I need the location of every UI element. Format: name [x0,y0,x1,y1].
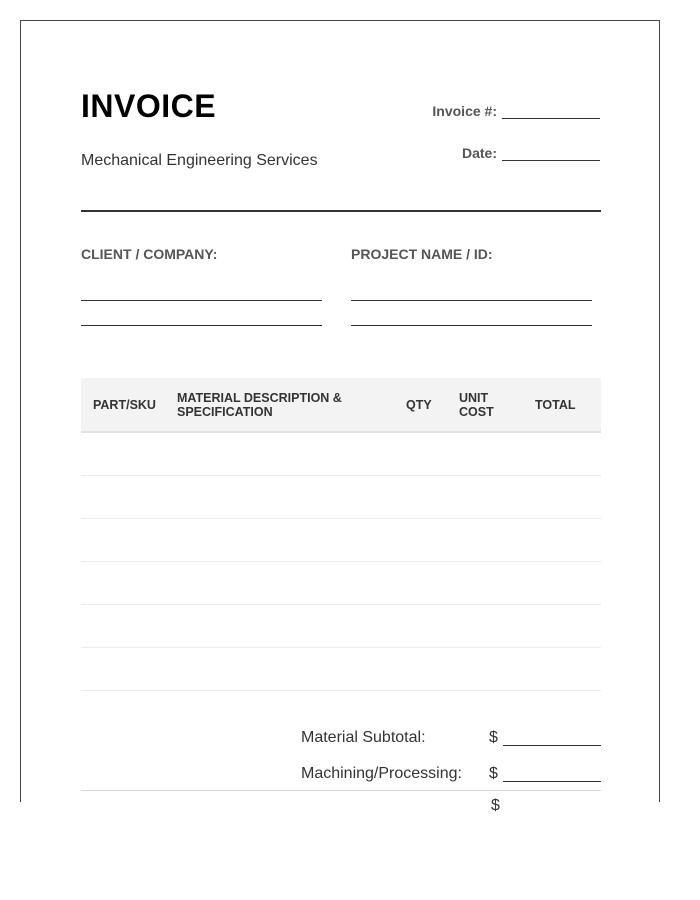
table-row [81,433,601,476]
column-header-total: TOTAL [535,397,576,412]
invoice-number-label: Invoice #: [432,103,497,119]
date-label: Date: [461,145,497,161]
column-header-qty: QTY [406,397,432,412]
table-header [81,378,601,433]
date-blank [502,146,600,161]
line-items-table [81,378,601,691]
column-header-unit-cost: UNIT COST [459,390,494,419]
material-subtotal-currency: $ [489,729,498,746]
totals-divider [81,790,601,791]
column-header-part-sku: PART/SKU [93,397,156,412]
table-row [81,562,601,605]
invoice-page [20,20,660,814]
project-label: PROJECT NAME / ID: [351,246,493,262]
project-line-1 [351,300,592,301]
client-label: CLIENT / COMPANY: [81,246,218,262]
material-subtotal-blank [503,745,601,746]
date-field [462,145,600,161]
invoice-title: INVOICE [81,88,217,124]
column-header-description: MATERIAL DESCRIPTION & SPECIFICATION [177,390,342,419]
client-line-2 [81,325,322,326]
machining-label: Machining/Processing: [301,765,462,782]
invoice-number-blank [502,104,600,119]
table-row [81,519,601,562]
project-line-2 [351,325,592,326]
material-subtotal-label: Material Subtotal: [301,729,426,746]
company-subtitle: Mechanical Engineering Services [81,152,318,169]
machining-blank [503,781,601,782]
machining-currency: $ [489,765,498,782]
header-divider [81,210,601,212]
next-currency-partial: $ [491,797,500,814]
table-row [81,605,601,648]
table-row [81,476,601,519]
invoice-number-field [432,103,600,119]
client-line-1 [81,300,322,301]
table-row [81,648,601,691]
